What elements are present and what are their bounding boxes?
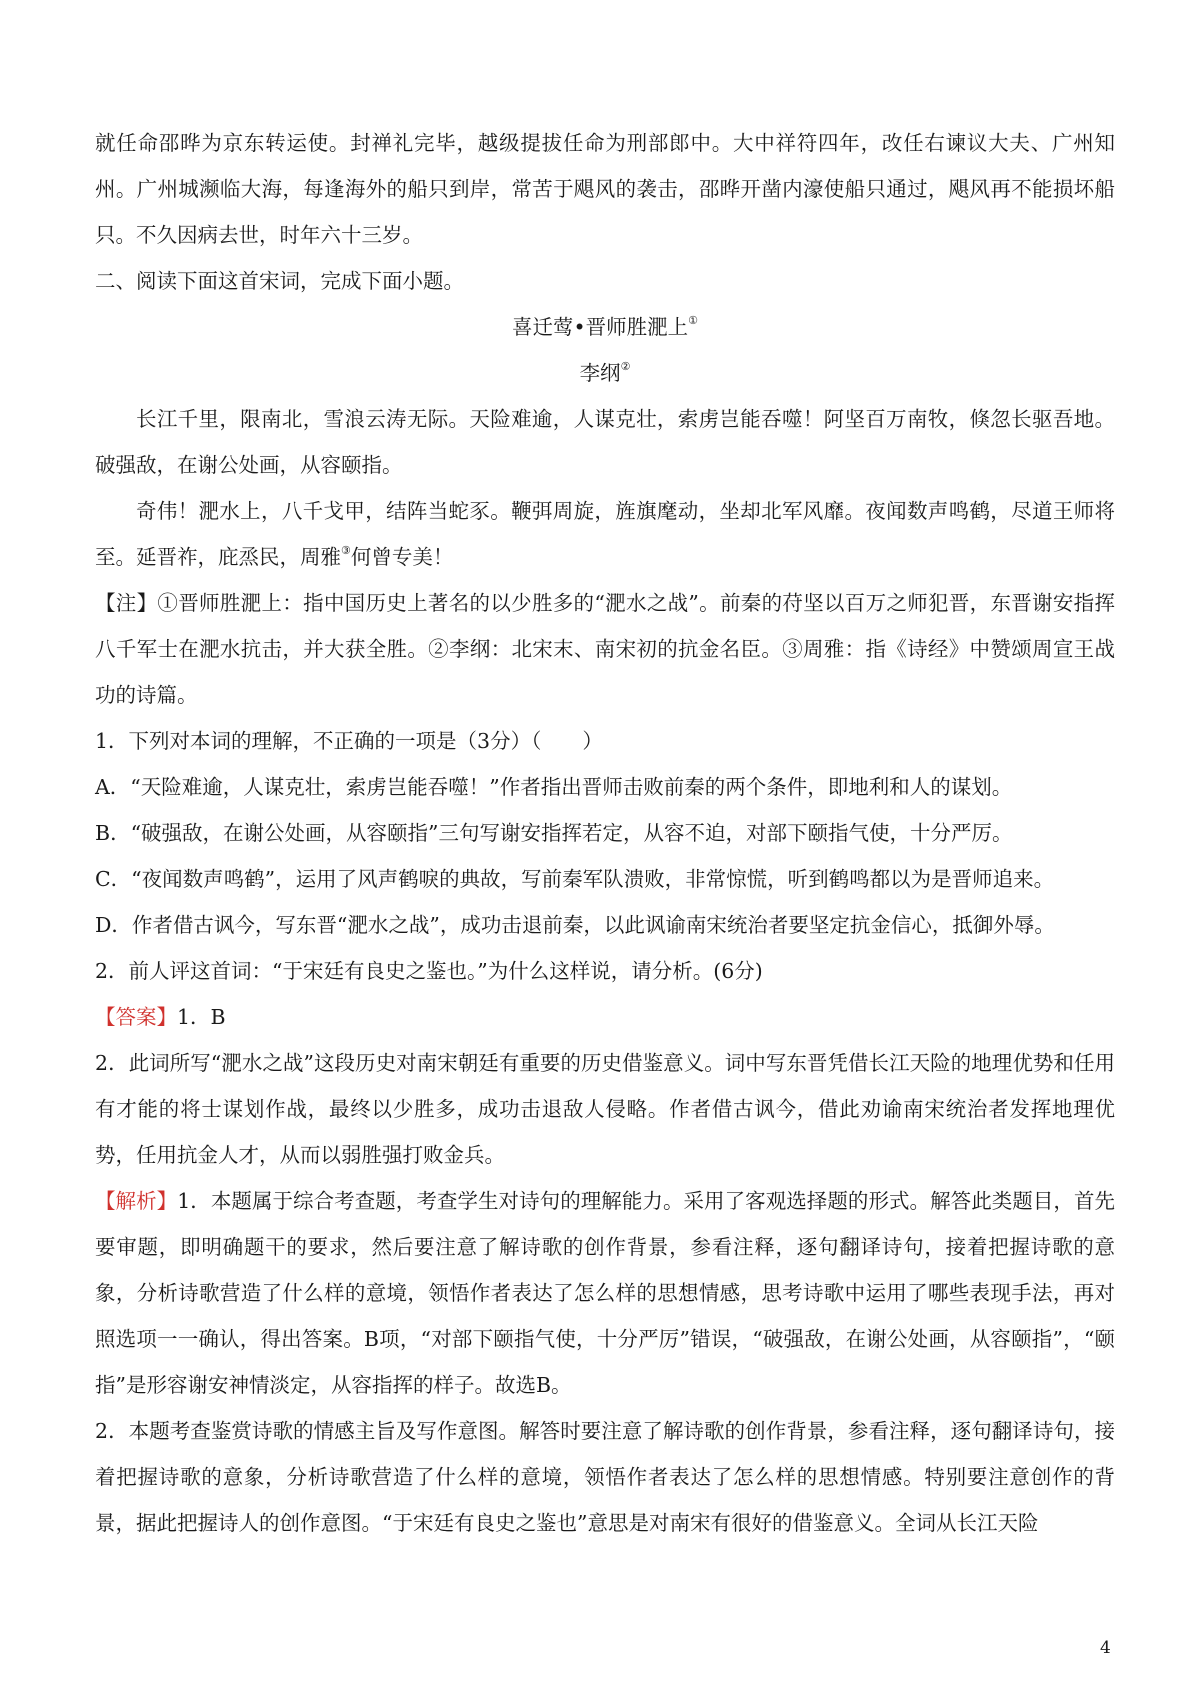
question-1-option-d: D．作者借古讽今，写东晋“淝水之战”，成功击退前秦，以此讽谕南宋统治者要坚定抗金信心，抵御外辱。 xyxy=(95,913,1055,937)
poem-title-footnote-mark: ① xyxy=(688,314,698,328)
poem-title xyxy=(95,304,1115,350)
analysis-1-text: 1．本题属于综合考查题，考查学生对诗句的理解能力。采用了客观选择题的形式。解答此类题目，首先要审题，即明确题干的要求，然后要注意了解诗歌的创作背景，参看注释，逐句翻译诗句，接着把握诗歌的意象，分析诗歌营造了什么样的意境，领悟作者表达了怎么样的思想情感，思考诗歌中运用了哪些表现手法，再对照选项一一确认，得出答案。B项，“对部下颐指气使，十分严厉”错误，“破强敌，在谢公处画，从容颐指”，“颐指”是形容谢安神情淡定，从容指挥的样子。故选B。 xyxy=(95,1189,1115,1397)
poem-stanza-2-text-b: 何曾专美！ xyxy=(350,545,454,569)
answer-1 xyxy=(95,994,1115,1040)
question-2: 2．前人评这首词：“于宋廷有良史之鉴也。”为什么这样说，请分析。(6分) xyxy=(95,959,763,983)
section-heading: 二、阅读下面这首宋词，完成下面小题。 xyxy=(95,269,464,293)
poem-stanza-2-footnote-mark: ③ xyxy=(341,544,351,558)
analysis-2: 2．本题考查鉴赏诗歌的情感主旨及写作意图。解答时要注意了解诗歌的创作背景，参看注释，逐句翻译诗句，接着把握诗歌的意象，分析诗歌营造了什么样的意境，领悟作者表达了怎么样的思想情感。特别要注意创作的背景，据此把握诗人的创作意图。“于宋廷有良史之鉴也”意思是对南宋有很好的借鉴意义。全词从长江天险 xyxy=(95,1419,1115,1535)
poem-notes: 【注】①晋师胜淝上：指中国历史上著名的以少胜多的“淝水之战”。前秦的苻坚以百万之师犯晋，东晋谢安指挥八千军士在淝水抗击，并大获全胜。②李纲：北宋末、南宋初的抗金名臣。③周雅：指《诗经》中赞颂周宣王战功的诗篇。 xyxy=(95,591,1115,707)
page-content xyxy=(95,120,1115,1546)
answer-label: 【答案】 xyxy=(95,1005,177,1029)
poem-stanza-2-text-a: 奇伟！淝水上，八千戈甲，结阵当蛇豕。鞭弭周旋，旌旗麾动，坐却北军风靡。夜闻数声鸣鹤，尽道王师将至。延晋祚，庇烝民，周雅 xyxy=(95,499,1115,569)
question-1-option-a: A．“天险难逾，人谋克壮，索虏岂能吞噬！”作者指出晋师击败前秦的两个条件，即地利和人的谋划。 xyxy=(95,775,1013,799)
answer-2: 2．此词所写“淝水之战”这段历史对南宋朝廷有重要的历史借鉴意义。词中写东晋凭借长江天险的地理优势和任用有才能的将士谋划作战，最终以少胜多，成功击退敌人侵略。作者借古讽今，借此劝谕南宋统治者发挥地理优势，任用抗金人才，从而以弱胜强打败金兵。 xyxy=(95,1051,1115,1167)
answer-1-text: 1．B xyxy=(177,1005,226,1029)
poem-title-text: 喜迁莺•晋师胜淝上 xyxy=(512,315,689,339)
poem-author xyxy=(95,350,1115,396)
intro-paragraph: 就任命邵晔为京东转运使。封禅礼完毕，越级提拔任命为刑部郎中。大中祥符四年，改任右谏议大夫、广州知州。广州城濒临大海，每逢海外的船只到岸，常苦于飓风的袭击，邵晔开凿内濠使船只通过，飓风再不能损坏船只。不久因病去世，时年六十三岁。 xyxy=(95,131,1115,247)
page-number: 4 xyxy=(1100,1638,1111,1658)
poem-stanza-2 xyxy=(95,488,1115,580)
question-1: 1．下列对本词的理解，不正确的一项是（3分）（ ） xyxy=(95,729,603,753)
poem-stanza-1: 长江千里，限南北，雪浪云涛无际。天险难逾，人谋克壮，索虏岂能吞噬！阿坚百万南牧，倏忽长驱吾地。破强敌，在谢公处画，从容颐指。 xyxy=(95,407,1115,477)
analysis-1 xyxy=(95,1178,1115,1408)
question-1-option-c: C．“夜闻数声鸣鹤”，运用了风声鹤唳的典故，写前秦军队溃败，非常惊慌，听到鹤鸣都以为是晋师追来。 xyxy=(95,867,1055,891)
question-1-option-b: B．“破强敌，在谢公处画，从容颐指”三句写谢安指挥若定，从容不迫，对部下颐指气使，十分严厉。 xyxy=(95,821,1013,845)
poem-author-text: 李纲 xyxy=(579,361,621,385)
poem-author-footnote-mark: ② xyxy=(620,360,631,374)
analysis-label: 【解析】 xyxy=(95,1189,178,1213)
